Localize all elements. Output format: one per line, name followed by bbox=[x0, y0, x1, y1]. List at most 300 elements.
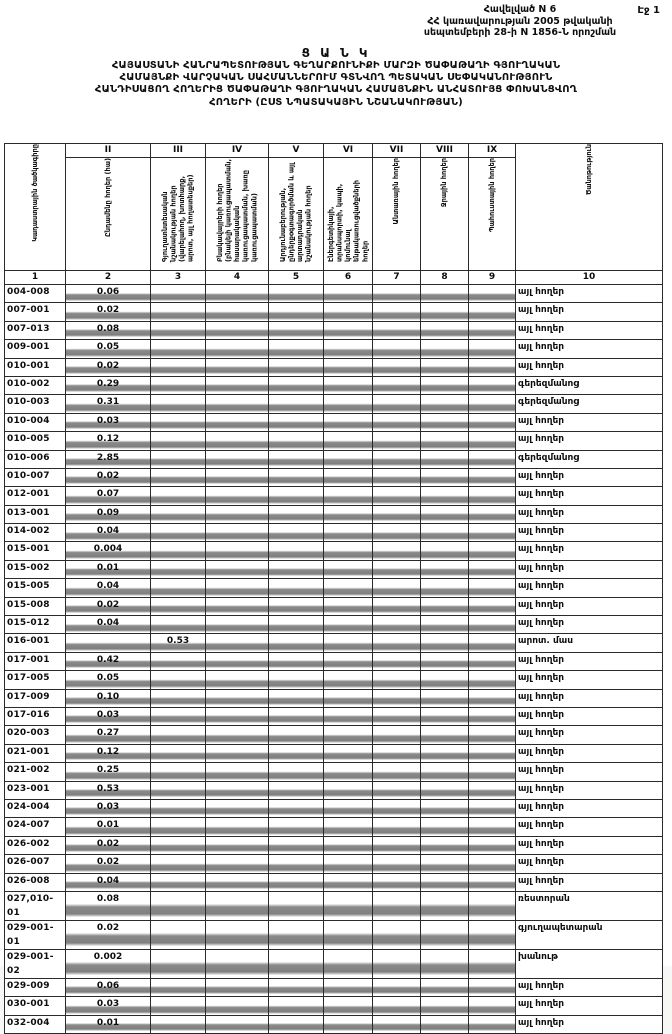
value-cell bbox=[469, 560, 516, 578]
value-cell: 0.06 bbox=[66, 978, 151, 996]
note-cell: այլ հողեր bbox=[516, 689, 663, 707]
value-cell bbox=[469, 997, 516, 1015]
table-row bbox=[5, 689, 663, 707]
value-cell bbox=[469, 726, 516, 744]
value-cell bbox=[206, 873, 269, 891]
value-cell bbox=[421, 652, 469, 670]
value-cell bbox=[469, 376, 516, 394]
table-row bbox=[5, 949, 663, 978]
value-cell bbox=[324, 432, 373, 450]
cadastral-code-cell: 015-012 bbox=[5, 616, 66, 634]
value-cell bbox=[373, 579, 421, 597]
cadastral-code-cell: 026-002 bbox=[5, 836, 66, 854]
table-row bbox=[5, 468, 663, 486]
value-cell bbox=[469, 450, 516, 468]
value-cell bbox=[206, 468, 269, 486]
value-cell: 0.03 bbox=[66, 413, 151, 431]
value-cell bbox=[469, 303, 516, 321]
value-cell: 0.10 bbox=[66, 689, 151, 707]
value-cell bbox=[269, 949, 324, 978]
value-cell bbox=[373, 468, 421, 486]
value-cell bbox=[206, 358, 269, 376]
value-cell bbox=[469, 920, 516, 949]
value-cell bbox=[421, 726, 469, 744]
value-cell bbox=[151, 413, 206, 431]
cadastral-code-cell: 017-009 bbox=[5, 689, 66, 707]
cadastral-code-cell: 016-001 bbox=[5, 634, 66, 652]
value-cell bbox=[324, 505, 373, 523]
value-cell bbox=[469, 285, 516, 303]
value-cell bbox=[324, 303, 373, 321]
value-cell bbox=[469, 505, 516, 523]
cadastral-code-cell: 010-002 bbox=[5, 376, 66, 394]
value-cell bbox=[421, 978, 469, 996]
value-cell bbox=[269, 634, 324, 652]
note-cell: այլ հողեր bbox=[516, 616, 663, 634]
value-cell: 0.004 bbox=[66, 542, 151, 560]
value-cell bbox=[324, 873, 373, 891]
note-cell: այլ հողեր bbox=[516, 873, 663, 891]
value-cell bbox=[421, 505, 469, 523]
value-cell bbox=[206, 978, 269, 996]
value-cell bbox=[421, 689, 469, 707]
value-cell bbox=[469, 689, 516, 707]
note-cell: այլ հողեր bbox=[516, 579, 663, 597]
value-cell bbox=[206, 652, 269, 670]
value-cell bbox=[421, 1015, 469, 1033]
value-cell: 0.02 bbox=[66, 358, 151, 376]
value-cell: 0.05 bbox=[66, 671, 151, 689]
value-cell bbox=[151, 321, 206, 339]
table-row bbox=[5, 524, 663, 542]
value-cell bbox=[373, 744, 421, 762]
value-cell bbox=[269, 920, 324, 949]
category-header-text: Անտառային հողեր bbox=[392, 158, 401, 225]
value-cell bbox=[373, 340, 421, 358]
value-cell bbox=[269, 836, 324, 854]
table-row bbox=[5, 450, 663, 468]
table-row bbox=[5, 395, 663, 413]
value-cell bbox=[206, 542, 269, 560]
cadastral-code-cell: 004-008 bbox=[5, 285, 66, 303]
value-cell bbox=[324, 358, 373, 376]
value-cell bbox=[469, 855, 516, 873]
table-row bbox=[5, 652, 663, 670]
cadastral-code-cell: 015-008 bbox=[5, 597, 66, 615]
value-cell bbox=[373, 634, 421, 652]
value-cell bbox=[151, 468, 206, 486]
value-cell bbox=[324, 395, 373, 413]
roman-numeral-VII: VII bbox=[373, 144, 421, 158]
table-row bbox=[5, 781, 663, 799]
value-cell bbox=[373, 836, 421, 854]
value-cell bbox=[151, 763, 206, 781]
value-cell bbox=[269, 340, 324, 358]
value-cell bbox=[373, 395, 421, 413]
value-cell bbox=[469, 597, 516, 615]
value-cell bbox=[206, 949, 269, 978]
cadastral-code-cell: 009-001 bbox=[5, 340, 66, 358]
value-cell bbox=[269, 763, 324, 781]
value-cell bbox=[206, 303, 269, 321]
value-cell bbox=[269, 818, 324, 836]
cadastral-code-cell: 017-005 bbox=[5, 671, 66, 689]
note-cell: այլ հողեր bbox=[516, 340, 663, 358]
value-cell bbox=[324, 689, 373, 707]
column-number-2: 2 bbox=[66, 271, 151, 285]
category-header-3 bbox=[151, 158, 206, 271]
cadastral-code-cell: 029-009 bbox=[5, 978, 66, 996]
value-cell bbox=[421, 763, 469, 781]
category-header-text: Պահուստային հողեր bbox=[487, 158, 496, 233]
value-cell bbox=[151, 818, 206, 836]
value-cell bbox=[421, 468, 469, 486]
value-cell bbox=[151, 616, 206, 634]
value-cell: 0.07 bbox=[66, 487, 151, 505]
cadastral-code-cell: 017-001 bbox=[5, 652, 66, 670]
category-header-9 bbox=[469, 158, 516, 271]
cadastral-code-cell: 021-001 bbox=[5, 744, 66, 762]
value-cell bbox=[324, 579, 373, 597]
value-cell bbox=[269, 395, 324, 413]
value-cell bbox=[324, 671, 373, 689]
value-cell bbox=[151, 978, 206, 996]
value-cell bbox=[469, 542, 516, 560]
note-cell: այլ հողեր bbox=[516, 855, 663, 873]
value-cell: 0.01 bbox=[66, 1015, 151, 1033]
value-cell: 0.01 bbox=[66, 560, 151, 578]
value-cell bbox=[469, 579, 516, 597]
header-note-text: Ծանոթություն bbox=[584, 144, 593, 195]
value-cell bbox=[421, 634, 469, 652]
value-cell bbox=[206, 579, 269, 597]
value-cell bbox=[373, 1015, 421, 1033]
cadastral-code-cell: 026-008 bbox=[5, 873, 66, 891]
value-cell bbox=[151, 836, 206, 854]
value-cell bbox=[151, 285, 206, 303]
value-cell bbox=[373, 949, 421, 978]
value-cell: 0.02 bbox=[66, 468, 151, 486]
value-cell bbox=[269, 579, 324, 597]
category-header-text: Բնակավայրերի հողեր (բնակելի կառուցապատման, հասարակական կառուցապատման, խառը կառուցապատման) bbox=[215, 158, 258, 262]
value-cell bbox=[421, 303, 469, 321]
table-row bbox=[5, 358, 663, 376]
value-cell bbox=[469, 763, 516, 781]
value-cell bbox=[469, 413, 516, 431]
table-row bbox=[5, 997, 663, 1015]
value-cell bbox=[324, 487, 373, 505]
table-row bbox=[5, 616, 663, 634]
header-cadastral-code bbox=[5, 144, 66, 271]
table-row bbox=[5, 321, 663, 339]
note-cell: այլ հողեր bbox=[516, 468, 663, 486]
value-cell bbox=[373, 781, 421, 799]
note-cell: գերեզմանոց bbox=[516, 450, 663, 468]
table-row bbox=[5, 303, 663, 321]
subtitle-line-3: ՀԱՆԴԻՍԱՑՈՂ ՀՈՂԵՐԻՑ ԾԱՓԱԹԱՂԻ ԳՅՈՒՂԱԿԱՆ ՀԱՄԱՅՆՔԻՆ ԱՆՀԱՏՈՒՅՑ ՓՈԽԱՆՑՎՈՂ bbox=[94, 84, 578, 96]
note-cell: այլ հողեր bbox=[516, 726, 663, 744]
table-row bbox=[5, 1015, 663, 1033]
value-cell bbox=[421, 891, 469, 920]
value-cell bbox=[324, 413, 373, 431]
value-cell bbox=[324, 726, 373, 744]
value-cell bbox=[151, 597, 206, 615]
note-cell: այլ հողեր bbox=[516, 818, 663, 836]
cadastral-code-cell: 021-002 bbox=[5, 763, 66, 781]
value-cell bbox=[469, 799, 516, 817]
value-cell bbox=[269, 468, 324, 486]
value-cell: 0.03 bbox=[66, 799, 151, 817]
table-row bbox=[5, 671, 663, 689]
value-cell bbox=[373, 707, 421, 725]
table-header-row-numerals bbox=[5, 144, 663, 158]
value-cell bbox=[324, 1015, 373, 1033]
column-number-6: 6 bbox=[324, 271, 373, 285]
value-cell bbox=[206, 597, 269, 615]
value-cell bbox=[324, 891, 373, 920]
value-cell: 0.53 bbox=[66, 781, 151, 799]
value-cell bbox=[373, 524, 421, 542]
value-cell bbox=[373, 978, 421, 996]
value-cell bbox=[324, 978, 373, 996]
note-cell: այլ հողեր bbox=[516, 652, 663, 670]
table-row bbox=[5, 873, 663, 891]
value-cell bbox=[206, 763, 269, 781]
value-cell bbox=[373, 689, 421, 707]
value-cell: 0.25 bbox=[66, 763, 151, 781]
value-cell bbox=[324, 799, 373, 817]
value-cell bbox=[206, 726, 269, 744]
value-cell bbox=[421, 997, 469, 1015]
land-table bbox=[4, 143, 663, 1034]
value-cell bbox=[469, 634, 516, 652]
value-cell bbox=[269, 524, 324, 542]
note-cell: այլ հողեր bbox=[516, 432, 663, 450]
value-cell bbox=[151, 855, 206, 873]
value-cell: 0.03 bbox=[66, 997, 151, 1015]
value-cell bbox=[421, 579, 469, 597]
value-cell bbox=[269, 707, 324, 725]
value-cell: 0.04 bbox=[66, 524, 151, 542]
value-cell bbox=[421, 855, 469, 873]
value-cell bbox=[469, 321, 516, 339]
value-cell: 0.27 bbox=[66, 726, 151, 744]
column-number-3: 3 bbox=[151, 271, 206, 285]
category-header-text: Ընդամենը հողեր (հա) bbox=[103, 158, 112, 237]
value-cell bbox=[206, 616, 269, 634]
value-cell bbox=[269, 671, 324, 689]
cadastral-code-cell: 012-001 bbox=[5, 487, 66, 505]
value-cell bbox=[373, 818, 421, 836]
value-cell: 0.02 bbox=[66, 855, 151, 873]
value-cell bbox=[151, 560, 206, 578]
table-row bbox=[5, 707, 663, 725]
cadastral-code-cell: 024-004 bbox=[5, 799, 66, 817]
value-cell bbox=[324, 376, 373, 394]
value-cell bbox=[324, 597, 373, 615]
value-cell bbox=[206, 376, 269, 394]
value-cell bbox=[206, 321, 269, 339]
value-cell bbox=[324, 321, 373, 339]
value-cell bbox=[324, 744, 373, 762]
value-cell bbox=[469, 395, 516, 413]
value-cell bbox=[421, 781, 469, 799]
value-cell bbox=[269, 997, 324, 1015]
value-cell bbox=[324, 836, 373, 854]
value-cell bbox=[269, 413, 324, 431]
note-cell: այլ հողեր bbox=[516, 997, 663, 1015]
value-cell bbox=[421, 285, 469, 303]
table-row bbox=[5, 920, 663, 949]
value-cell bbox=[469, 707, 516, 725]
table-row bbox=[5, 799, 663, 817]
cadastral-code-cell: 017-016 bbox=[5, 707, 66, 725]
note-cell: արոտ. մաս bbox=[516, 634, 663, 652]
value-cell bbox=[206, 671, 269, 689]
value-cell bbox=[421, 524, 469, 542]
value-cell: 0.04 bbox=[66, 873, 151, 891]
category-header-text: Ջրային հողեր bbox=[440, 158, 449, 208]
value-cell bbox=[373, 855, 421, 873]
value-cell bbox=[373, 763, 421, 781]
value-cell bbox=[421, 358, 469, 376]
value-cell bbox=[151, 505, 206, 523]
value-cell bbox=[373, 873, 421, 891]
value-cell bbox=[269, 978, 324, 996]
value-cell bbox=[269, 689, 324, 707]
value-cell bbox=[269, 285, 324, 303]
roman-numeral-V: V bbox=[269, 144, 324, 158]
value-cell bbox=[206, 799, 269, 817]
table-row bbox=[5, 413, 663, 431]
cadastral-code-cell: 010-006 bbox=[5, 450, 66, 468]
value-cell bbox=[324, 920, 373, 949]
value-cell bbox=[151, 744, 206, 762]
category-header-5 bbox=[269, 158, 324, 271]
note-cell: այլ հողեր bbox=[516, 763, 663, 781]
annex-line-3: սեպտեմբերի 28-ի N 1856-Ն որոշման bbox=[423, 27, 617, 39]
value-cell bbox=[373, 413, 421, 431]
value-cell bbox=[373, 671, 421, 689]
cadastral-code-cell: 020-003 bbox=[5, 726, 66, 744]
value-cell bbox=[269, 597, 324, 615]
category-header-text: Էներգետիկայի, տրանսպորտի, կապի, կոմունալ ենթակառուցվածքների հողեր bbox=[326, 180, 369, 262]
value-cell: 0.12 bbox=[66, 432, 151, 450]
value-cell: 0.02 bbox=[66, 920, 151, 949]
table-row bbox=[5, 763, 663, 781]
value-cell bbox=[206, 524, 269, 542]
note-cell: այլ հողեր bbox=[516, 836, 663, 854]
value-cell bbox=[373, 321, 421, 339]
annex-line-2: ՀՀ կառավարության 2005 թվականի bbox=[427, 15, 613, 27]
value-cell bbox=[151, 920, 206, 949]
value-cell bbox=[373, 920, 421, 949]
note-cell: գերեզմանոց bbox=[516, 376, 663, 394]
value-cell bbox=[151, 726, 206, 744]
category-header-7 bbox=[373, 158, 421, 271]
column-number-8: 8 bbox=[421, 271, 469, 285]
value-cell bbox=[269, 744, 324, 762]
note-cell: այլ հողեր bbox=[516, 285, 663, 303]
value-cell bbox=[269, 303, 324, 321]
value-cell bbox=[373, 597, 421, 615]
value-cell bbox=[324, 818, 373, 836]
value-cell bbox=[373, 799, 421, 817]
table-row bbox=[5, 726, 663, 744]
value-cell bbox=[373, 432, 421, 450]
cadastral-code-cell: 032-004 bbox=[5, 1015, 66, 1033]
cadastral-code-cell: 023-001 bbox=[5, 781, 66, 799]
cadastral-code-cell: 015-001 bbox=[5, 542, 66, 560]
value-cell bbox=[324, 949, 373, 978]
column-number-4: 4 bbox=[206, 271, 269, 285]
value-cell bbox=[373, 285, 421, 303]
value-cell bbox=[324, 855, 373, 873]
value-cell bbox=[421, 321, 469, 339]
value-cell bbox=[206, 487, 269, 505]
value-cell bbox=[151, 873, 206, 891]
note-cell: այլ հողեր bbox=[516, 524, 663, 542]
note-cell: այլ հողեր bbox=[516, 597, 663, 615]
value-cell bbox=[421, 920, 469, 949]
value-cell bbox=[206, 340, 269, 358]
value-cell bbox=[373, 487, 421, 505]
category-header-text: Գյուղատնտեսական նշանակության հողեր (վարելահող, խոտհարք, արոտ, այլ հողատեսքեր) bbox=[160, 174, 195, 262]
value-cell bbox=[269, 873, 324, 891]
value-cell bbox=[469, 358, 516, 376]
value-cell bbox=[151, 949, 206, 978]
note-cell: գյուղապետարան bbox=[516, 920, 663, 949]
value-cell bbox=[206, 285, 269, 303]
column-number-10: 10 bbox=[516, 271, 663, 285]
value-cell bbox=[151, 303, 206, 321]
value-cell bbox=[421, 949, 469, 978]
value-cell bbox=[421, 487, 469, 505]
value-cell bbox=[469, 836, 516, 854]
value-cell bbox=[373, 376, 421, 394]
value-cell bbox=[324, 450, 373, 468]
value-cell bbox=[324, 542, 373, 560]
cadastral-code-cell: 010-003 bbox=[5, 395, 66, 413]
value-cell bbox=[421, 376, 469, 394]
value-cell: 0.09 bbox=[66, 505, 151, 523]
value-cell: 0.05 bbox=[66, 340, 151, 358]
value-cell bbox=[469, 744, 516, 762]
column-number-1: 1 bbox=[5, 271, 66, 285]
value-cell bbox=[469, 1015, 516, 1033]
cadastral-code-cell: 015-005 bbox=[5, 579, 66, 597]
value-cell bbox=[324, 652, 373, 670]
table-row bbox=[5, 891, 663, 920]
value-cell bbox=[373, 542, 421, 560]
value-cell bbox=[206, 1015, 269, 1033]
value-cell bbox=[469, 616, 516, 634]
table-row bbox=[5, 542, 663, 560]
table-row bbox=[5, 340, 663, 358]
value-cell bbox=[469, 781, 516, 799]
value-cell bbox=[469, 949, 516, 978]
category-header-6 bbox=[324, 158, 373, 271]
value-cell bbox=[373, 652, 421, 670]
value-cell: 0.01 bbox=[66, 818, 151, 836]
value-cell bbox=[206, 744, 269, 762]
value-cell bbox=[469, 891, 516, 920]
value-cell bbox=[421, 836, 469, 854]
value-cell bbox=[324, 634, 373, 652]
value-cell bbox=[269, 321, 324, 339]
category-header-8 bbox=[421, 158, 469, 271]
value-cell bbox=[151, 997, 206, 1015]
